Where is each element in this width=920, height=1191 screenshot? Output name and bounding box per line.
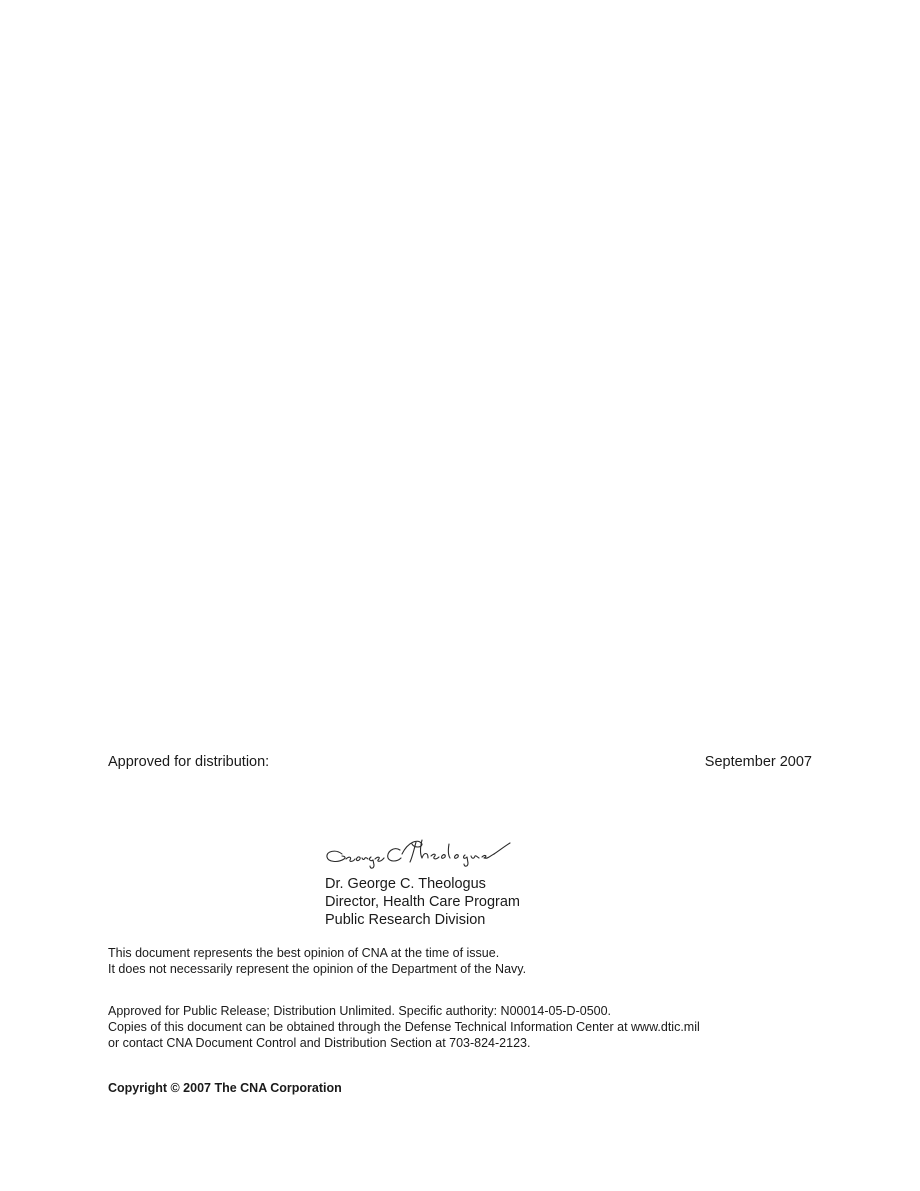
- approval-label: Approved for distribution:: [108, 754, 270, 770]
- signature-image: [322, 832, 522, 872]
- release-block: [108, 1003, 700, 1051]
- disclaimer-line: It does not necessarily represent the opinion of the Department of the Navy.: [108, 962, 527, 976]
- signer-block: [325, 875, 520, 929]
- signer-title: Director, Health Care Program: [325, 894, 521, 910]
- release-line: Approved for Public Release; Distribution Unlimited. Specific authority: N00014-05-D-0500.: [108, 1004, 612, 1018]
- disclaimer-block: [108, 945, 526, 977]
- release-line: Copies of this document can be obtained through the Defense Technical Information Center at www.dtic.mil: [108, 1020, 700, 1034]
- approval-date: September 2007: [704, 754, 812, 770]
- copyright-notice: Copyright © 2007 The CNA Corporation: [108, 1081, 342, 1095]
- release-line: or contact CNA Document Control and Distribution Section at 703-824-2123.: [108, 1036, 531, 1050]
- signer-division: Public Research Division: [325, 912, 486, 928]
- signer-name: Dr. George C. Theologus: [325, 876, 486, 892]
- disclaimer-line: This document represents the best opinion of CNA at the time of issue.: [108, 946, 500, 960]
- approval-row: [108, 754, 812, 774]
